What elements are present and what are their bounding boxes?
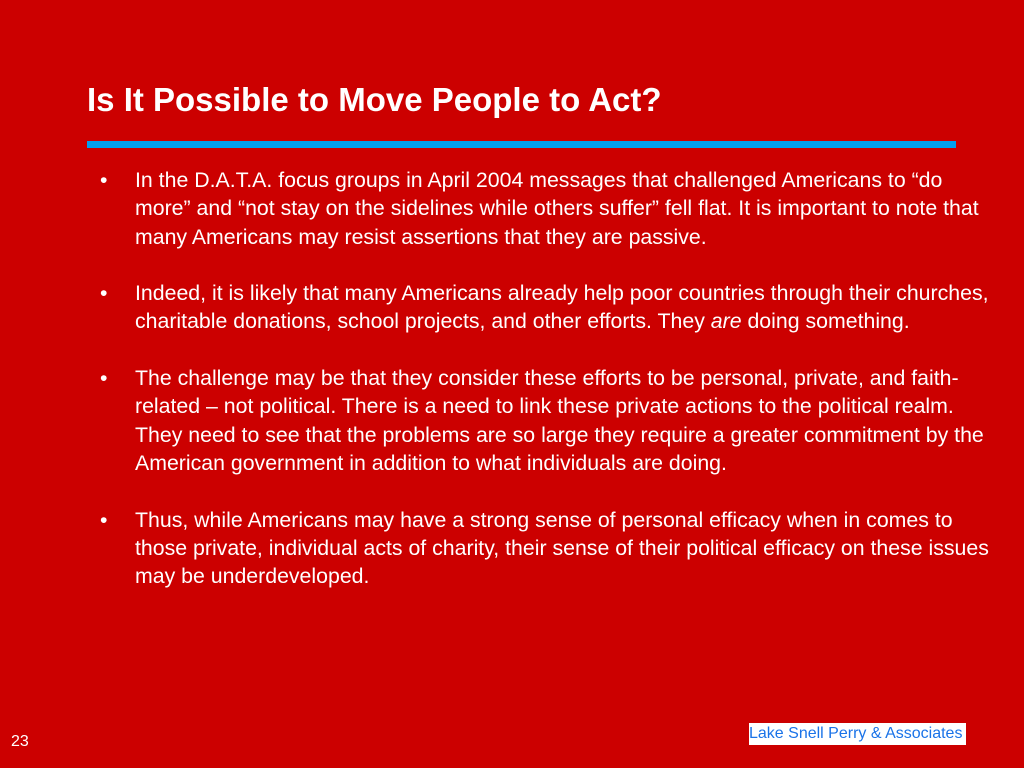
bullet-list [100,166,1000,619]
bullet-dot-icon: • [100,168,108,192]
bullet-item [100,166,1000,251]
bullet-text: In the D.A.T.A. focus groups in April 2004 messages that challenged Americans to “do more” and “not stay on the sidelines while others suffer” fell flat. It is important to note that many Americans may resist assertions that they are passive. [135,168,979,249]
bullet-text: Thus, while Americans may have a strong sense of personal efficacy when in comes to those private, individual acts of charity, their sense of their political efficacy on these issues may be underdeveloped. [135,507,989,589]
bullet-dot-icon: • [100,366,108,391]
page-number: 23 [11,733,29,750]
bullet-text-part: Indeed, it is likely that many Americans already help poor countries through their churches, charitable donations, school projects, and other efforts. They [135,281,989,334]
bullet-text [135,279,1000,336]
bullet-text: The challenge may be that they consider these efforts to be personal, private, and faith-related – not political. There is a need to link these private actions to the political realm. They need to see that the problems are so large they require a greater commitment by the American government in addition to what individuals are doing. [135,366,984,475]
bullet-item [100,364,1000,477]
footer-brand: Lake Snell Perry & Associates [749,723,966,745]
title-underline-rule [87,141,956,148]
bullet-item [100,506,1000,591]
bullet-item [100,279,1000,336]
bullet-text-emphasis: are [710,309,742,334]
bullet-dot-icon: • [100,281,108,306]
slide-title: Is It Possible to Move People to Act? [87,81,662,118]
bullet-text-part: doing something. [741,309,910,334]
bullet-dot-icon: • [100,507,108,532]
